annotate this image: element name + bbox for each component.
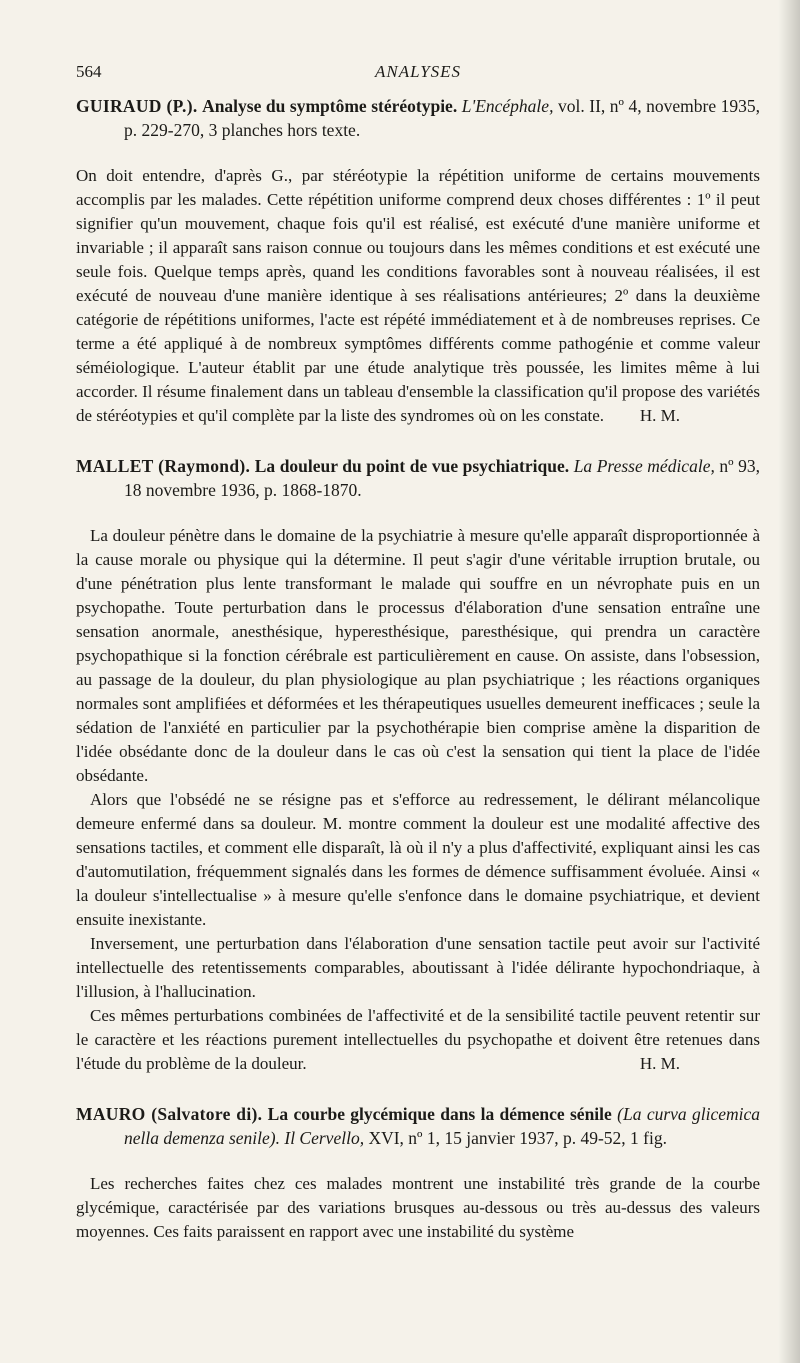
author: MALLET (Raymond). (76, 456, 251, 476)
journal-name: (La curva glicemica nella demenza senile). Il Cervello, (124, 1104, 761, 1148)
review-entry-mauro (76, 1102, 760, 1244)
article-title: Analyse du symptôme stéréotypie. (202, 96, 458, 116)
citation (76, 94, 760, 142)
entry-separator (76, 1076, 760, 1102)
journal-name: La Presse médicale, (573, 456, 715, 476)
review-paragraph: Les recherches faites chez ces malades montrent une instabilité très grande de la courbe glycémique, caractérisée par des variations brusques au-dessous ou très au-dessus des valeurs moyennes. Ces faits paraissent en rapport avec une instabilité du système (76, 1174, 760, 1241)
citation (76, 454, 760, 502)
citation-details: vol. II, nº 4, novembre 1935, p. 229-270, 3 planches hors texte. (124, 96, 761, 140)
review-paragraph: La douleur pénètre dans le domaine de la psychiatrie à mesure qu'elle apparaît disproportionnée à la cause morale ou physique qui la détermine. Il peut s'agir d'une véritable irruption brutale, ou d'une pénétration plus lente transformant le malade qui souffre en un névrophate puis en un psychopathe. Toute perturbation dans le processus d'élaboration d'une sensation entraîne une sensation anormale, anesthésique, hyperesthésique, paresthésique, qui prendra un caractère psychopathique si la fonction cérébrale est particulièrement en cause. On assiste, dans l'obsession, au passage de la douleur, du plan physiologique au plan psychiatrique ; les réactions organiques normales sont amplifiées et déformées et les thérapeutiques usuelles demeurent inefficaces ; seule la sédation de l'anxiété en particulier par la psychothérapie bien comprise amène la disparition de l'idée obsédante donc de la douleur dans le cas où c'est la sensation qui tient la place de l'idée obsédante. (76, 526, 760, 785)
author: MAURO (Salvatore di). (76, 1104, 263, 1124)
reviewer-initials: H. M. (639, 1054, 680, 1073)
review-paragraph (76, 164, 760, 428)
review-paragraph: Alors que l'obsédé ne se résigne pas et s'efforce au redressement, le délirant mélancolique demeure enfermé dans sa douleur. M. montre comment la douleur est une modalité affective des sensations tactiles, et comment elle disparaît, là où il n'y a plus d'affectivité, expliquant ainsi les cas d'automutilation, fréquemment signalés dans les formes de démence suffisamment évoluée. Ainsi « la douleur s'intellectualise » à mesure qu'elle s'enfonce dans le domaine psychiatrique, et devient ensuite inexistante. (76, 790, 760, 929)
review-entry-mallet (76, 454, 760, 1076)
citation-details: nº 93, 18 novembre 1936, p. 1868-1870. (124, 456, 761, 500)
page-number: 564 (76, 62, 102, 81)
citation (76, 1102, 760, 1150)
running-head: ANALYSES (374, 62, 462, 81)
citation-details: XVI, nº 1, 15 janvier 1937, p. 49-52, 1 fig. (368, 1128, 667, 1148)
paragraph-text: Ces mêmes perturbations combinées de l'affectivité et de la sensibilité tactile peuvent retentir sur le caractère et les réactions purement intellectuelles du psychopathe et doivent être retenues dans l'étude du problème de la douleur. (76, 1006, 760, 1073)
article-title: La courbe glycémique dans la démence sénile (267, 1104, 612, 1124)
review-paragraph: Inversement, une perturbation dans l'élaboration d'une sensation tactile peut avoir sur l'activité intellectuelle des retentissements comparables, aboutissant à l'idée délirante hypochondriaque, à l'illusion, à l'hallucination. (76, 934, 760, 1001)
author: GUIRAUD (P.). (76, 96, 198, 116)
journal-name: L'Encéphale, (461, 96, 554, 116)
review-entry-guiraud (76, 94, 760, 428)
article-title: La douleur du point de vue psychiatrique. (254, 456, 570, 476)
paragraph-text: On doit entendre, d'après G., par stéréotypie la répétition uniforme de certains mouvements accomplis par les malades. Cette répétition uniforme comprend deux choses différentes : 1º il peut signifier qu'un mouvement, chaque fois qu'il est réalisé, est exécuté d'une manière uniforme et invariable ; il apparaît sans raison connue ou toujours dans les mêmes conditions et est exécuté une seule fois. Quelque temps après, quand les conditions favorables sont à nouveau réalisées, il est exécuté de nouveau d'une manière identique à ses réalisations antérieures; 2º dans la deuxième catégorie de répétitions uniformes, l'acte est répété immédiatement et à de nombreuses reprises. Ce terme a été appliqué à de nombreux symptômes différents comme pathogénie et comme valeur séméiologique. L'auteur établit par une étude analytique très poussée, les limites même à lui accorder. Il résume finalement dans un tableau d'ensemble la classification qu'il propose des variétés de stéréotypies et qu'il complète par la liste des syndromes où on les constate. (76, 166, 760, 425)
page-header (76, 58, 760, 94)
page-edge-shadow (778, 0, 800, 1363)
entry-separator (76, 428, 760, 454)
review-paragraph (76, 1004, 760, 1076)
reviewer-initials: H. M. (639, 406, 680, 425)
